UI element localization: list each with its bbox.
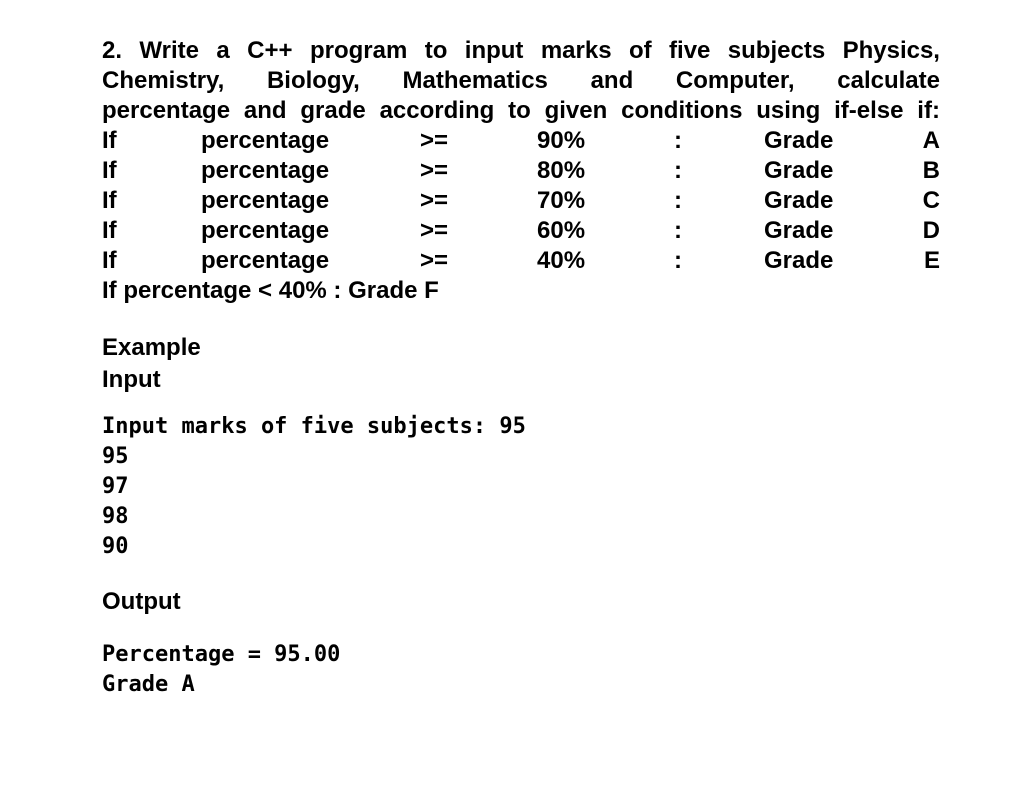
question-word: subjects — [727, 37, 826, 64]
question-word: grade — [300, 97, 366, 124]
spacer — [102, 306, 940, 332]
question-text — [102, 36, 940, 126]
condition-colon: : — [674, 127, 682, 154]
condition-operator: >= — [420, 187, 449, 214]
question-word: Chemistry, — [102, 67, 225, 94]
condition-grade-letter: E — [923, 247, 940, 274]
condition-keyword: If — [102, 187, 117, 214]
condition-keyword: If — [102, 247, 117, 274]
condition-keyword: If — [102, 127, 117, 154]
input-line: 95 — [102, 444, 129, 469]
question-word: percentage — [102, 97, 231, 124]
condition-grade-label: Grade — [764, 217, 834, 244]
condition-grade-letter: D — [922, 217, 940, 244]
input-block — [102, 412, 940, 562]
condition-colon: : — [674, 157, 682, 184]
question-word: Mathematics — [402, 67, 548, 94]
condition-variable: percentage — [201, 157, 330, 184]
question-word: to — [424, 37, 448, 64]
condition-row-d — [102, 216, 940, 246]
spacer — [102, 396, 940, 412]
question-word: Computer, — [675, 67, 795, 94]
condition-threshold: 80% — [537, 157, 586, 184]
question-word: program — [309, 37, 408, 64]
question-word: according — [379, 97, 495, 124]
question-word: to — [508, 97, 531, 124]
condition-operator: >= — [420, 247, 449, 274]
output-heading: Output — [102, 588, 181, 615]
example-heading: Example — [102, 334, 201, 361]
question-word: if: — [917, 97, 940, 124]
condition-grade-label: Grade — [764, 157, 834, 184]
document-page — [102, 36, 940, 700]
question-word: 2. — [102, 37, 123, 64]
question-word: five — [669, 37, 711, 64]
condition-variable: percentage — [201, 187, 330, 214]
condition-colon: : — [674, 217, 682, 244]
condition-keyword: If — [102, 217, 117, 244]
question-line-3 — [102, 96, 940, 126]
input-line: Input marks of five subjects: 95 — [102, 414, 526, 439]
condition-row-c — [102, 186, 940, 216]
output-line: Grade A — [102, 672, 195, 697]
question-word: given — [544, 97, 608, 124]
question-word: of — [628, 37, 652, 64]
question-word: Write — [139, 37, 199, 64]
condition-keyword: If — [102, 157, 117, 184]
question-word: input — [464, 37, 524, 64]
condition-grade-letter: A — [922, 127, 940, 154]
input-heading: Input — [102, 366, 161, 393]
spacer — [102, 618, 940, 640]
condition-threshold: 90% — [537, 127, 586, 154]
question-word: Physics, — [842, 37, 940, 64]
input-line: 90 — [102, 534, 129, 559]
condition-operator: >= — [420, 127, 449, 154]
condition-row-a — [102, 126, 940, 156]
condition-threshold: 70% — [537, 187, 586, 214]
question-word: and — [590, 67, 634, 94]
spacer — [102, 562, 940, 586]
condition-row-b — [102, 156, 940, 186]
question-word: conditions — [621, 97, 743, 124]
question-word: Biology, — [266, 67, 360, 94]
question-word: and — [243, 97, 287, 124]
question-word: calculate — [837, 67, 940, 94]
condition-grade-label: Grade — [764, 247, 834, 274]
condition-colon: : — [674, 247, 682, 274]
condition-operator: >= — [420, 157, 449, 184]
grade-conditions — [102, 126, 940, 306]
condition-grade-letter: B — [922, 157, 940, 184]
condition-grade-letter: C — [922, 187, 940, 214]
condition-variable: percentage — [201, 247, 330, 274]
condition-row-e — [102, 246, 940, 276]
question-word: C++ — [247, 37, 293, 64]
condition-colon: : — [674, 187, 682, 214]
condition-grade-label: Grade — [764, 187, 834, 214]
condition-operator: >= — [420, 217, 449, 244]
condition-row-f: If percentage < 40% : Grade F — [102, 277, 439, 304]
input-line: 97 — [102, 474, 129, 499]
input-line: 98 — [102, 504, 129, 529]
question-word: a — [216, 37, 230, 64]
question-word: marks — [540, 37, 612, 64]
output-block — [102, 640, 940, 700]
condition-threshold: 60% — [537, 217, 586, 244]
condition-variable: percentage — [201, 217, 330, 244]
output-line: Percentage = 95.00 — [102, 642, 341, 667]
condition-variable: percentage — [201, 127, 330, 154]
question-word: if-else — [834, 97, 904, 124]
question-word: using — [756, 97, 821, 124]
question-line-2 — [102, 66, 940, 96]
condition-grade-label: Grade — [764, 127, 834, 154]
question-line-1 — [102, 36, 940, 66]
condition-threshold: 40% — [537, 247, 586, 274]
